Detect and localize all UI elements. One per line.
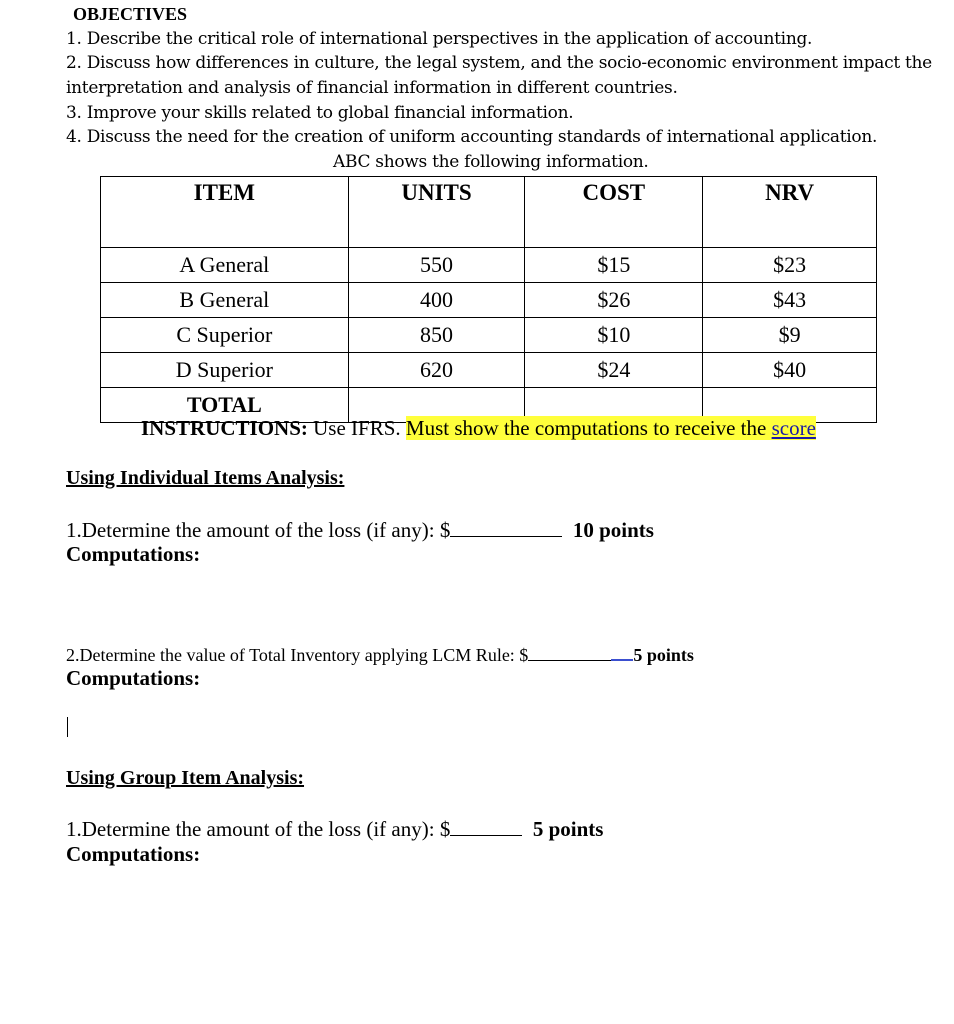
- individual-heading: Using Individual Items Analysis:: [66, 467, 345, 489]
- objective-line-2: 2. Discuss how differences in culture, the legal system, and the socio-economic environment impact the: [66, 53, 932, 73]
- cell-total-label: TOTAL: [101, 388, 349, 423]
- cell-nrv: $43: [703, 283, 877, 318]
- header-item: ITEM: [101, 177, 349, 248]
- individual-q2-answer-blank-end[interactable]: [611, 659, 633, 661]
- instructions-text: Use IFRS.: [313, 416, 401, 440]
- cell-units: 620: [348, 353, 525, 388]
- cell-nrv: $23: [703, 248, 877, 283]
- table-row: [101, 353, 877, 388]
- cell-nrv: $40: [703, 353, 877, 388]
- group-q1: [66, 817, 603, 842]
- header-units: UNITS: [348, 177, 525, 248]
- cell-nrv: $9: [703, 318, 877, 353]
- cell-item: A General: [101, 248, 349, 283]
- cell-cost: $10: [525, 318, 703, 353]
- instructions-label: INSTRUCTIONS:: [141, 416, 308, 440]
- individual-q2-text: 2.Determine the value of Total Inventory applying LCM Rule: $: [66, 645, 529, 665]
- header-cost: COST: [525, 177, 703, 248]
- objective-line-4: 4. Discuss the need for the creation of uniform accounting standards of international application.: [66, 127, 878, 147]
- group-q1-computations: Computations:: [66, 842, 201, 866]
- individual-q1-computations: Computations:: [66, 542, 201, 566]
- group-q1-answer-blank[interactable]: [450, 835, 522, 836]
- cell-cost: $26: [525, 283, 703, 318]
- table-intro: ABC shows the following information.: [333, 152, 649, 172]
- cell-units: 850: [348, 318, 525, 353]
- instructions: [141, 416, 816, 441]
- table-header-row: [101, 177, 877, 248]
- individual-q2: [66, 645, 694, 666]
- individual-q1-answer-blank[interactable]: [450, 536, 562, 537]
- cell-item: D Superior: [101, 353, 349, 388]
- group-q1-points: 5 points: [532, 817, 604, 841]
- objective-line-2b: interpretation and analysis of financial information in different countries.: [66, 78, 678, 98]
- instructions-highlight: Must show the computations to receive the score: [405, 416, 816, 440]
- group-q1-text: 1.Determine the amount of the loss (if any): $: [66, 817, 451, 841]
- objective-line-3: 3. Improve your skills related to global financial information.: [66, 103, 574, 123]
- table-row: [101, 283, 877, 318]
- table-row: [101, 248, 877, 283]
- cell-item: B General: [101, 283, 349, 318]
- cell-cost: $15: [525, 248, 703, 283]
- individual-q1-text: 1.Determine the amount of the loss (if any): $: [66, 518, 451, 542]
- cell-cost: $24: [525, 353, 703, 388]
- header-nrv: NRV: [703, 177, 877, 248]
- cell-units: 550: [348, 248, 525, 283]
- cell-item: C Superior: [101, 318, 349, 353]
- individual-q1: [66, 518, 654, 543]
- individual-q2-computations: Computations:: [66, 666, 201, 690]
- individual-q1-points: 10 points: [572, 518, 654, 542]
- text-cursor: [67, 717, 68, 737]
- individual-q2-points: 5 points: [633, 645, 694, 665]
- objectives-title: OBJECTIVES: [73, 4, 188, 24]
- group-heading: Using Group Item Analysis:: [66, 767, 305, 789]
- objective-line-1: 1. Describe the critical role of international perspectives in the application of accounting.: [66, 29, 813, 49]
- individual-q2-answer-blank[interactable]: [528, 660, 611, 661]
- inventory-table: [100, 176, 877, 423]
- cell-units: 400: [348, 283, 525, 318]
- score-link[interactable]: score: [771, 416, 816, 440]
- table-row: [101, 318, 877, 353]
